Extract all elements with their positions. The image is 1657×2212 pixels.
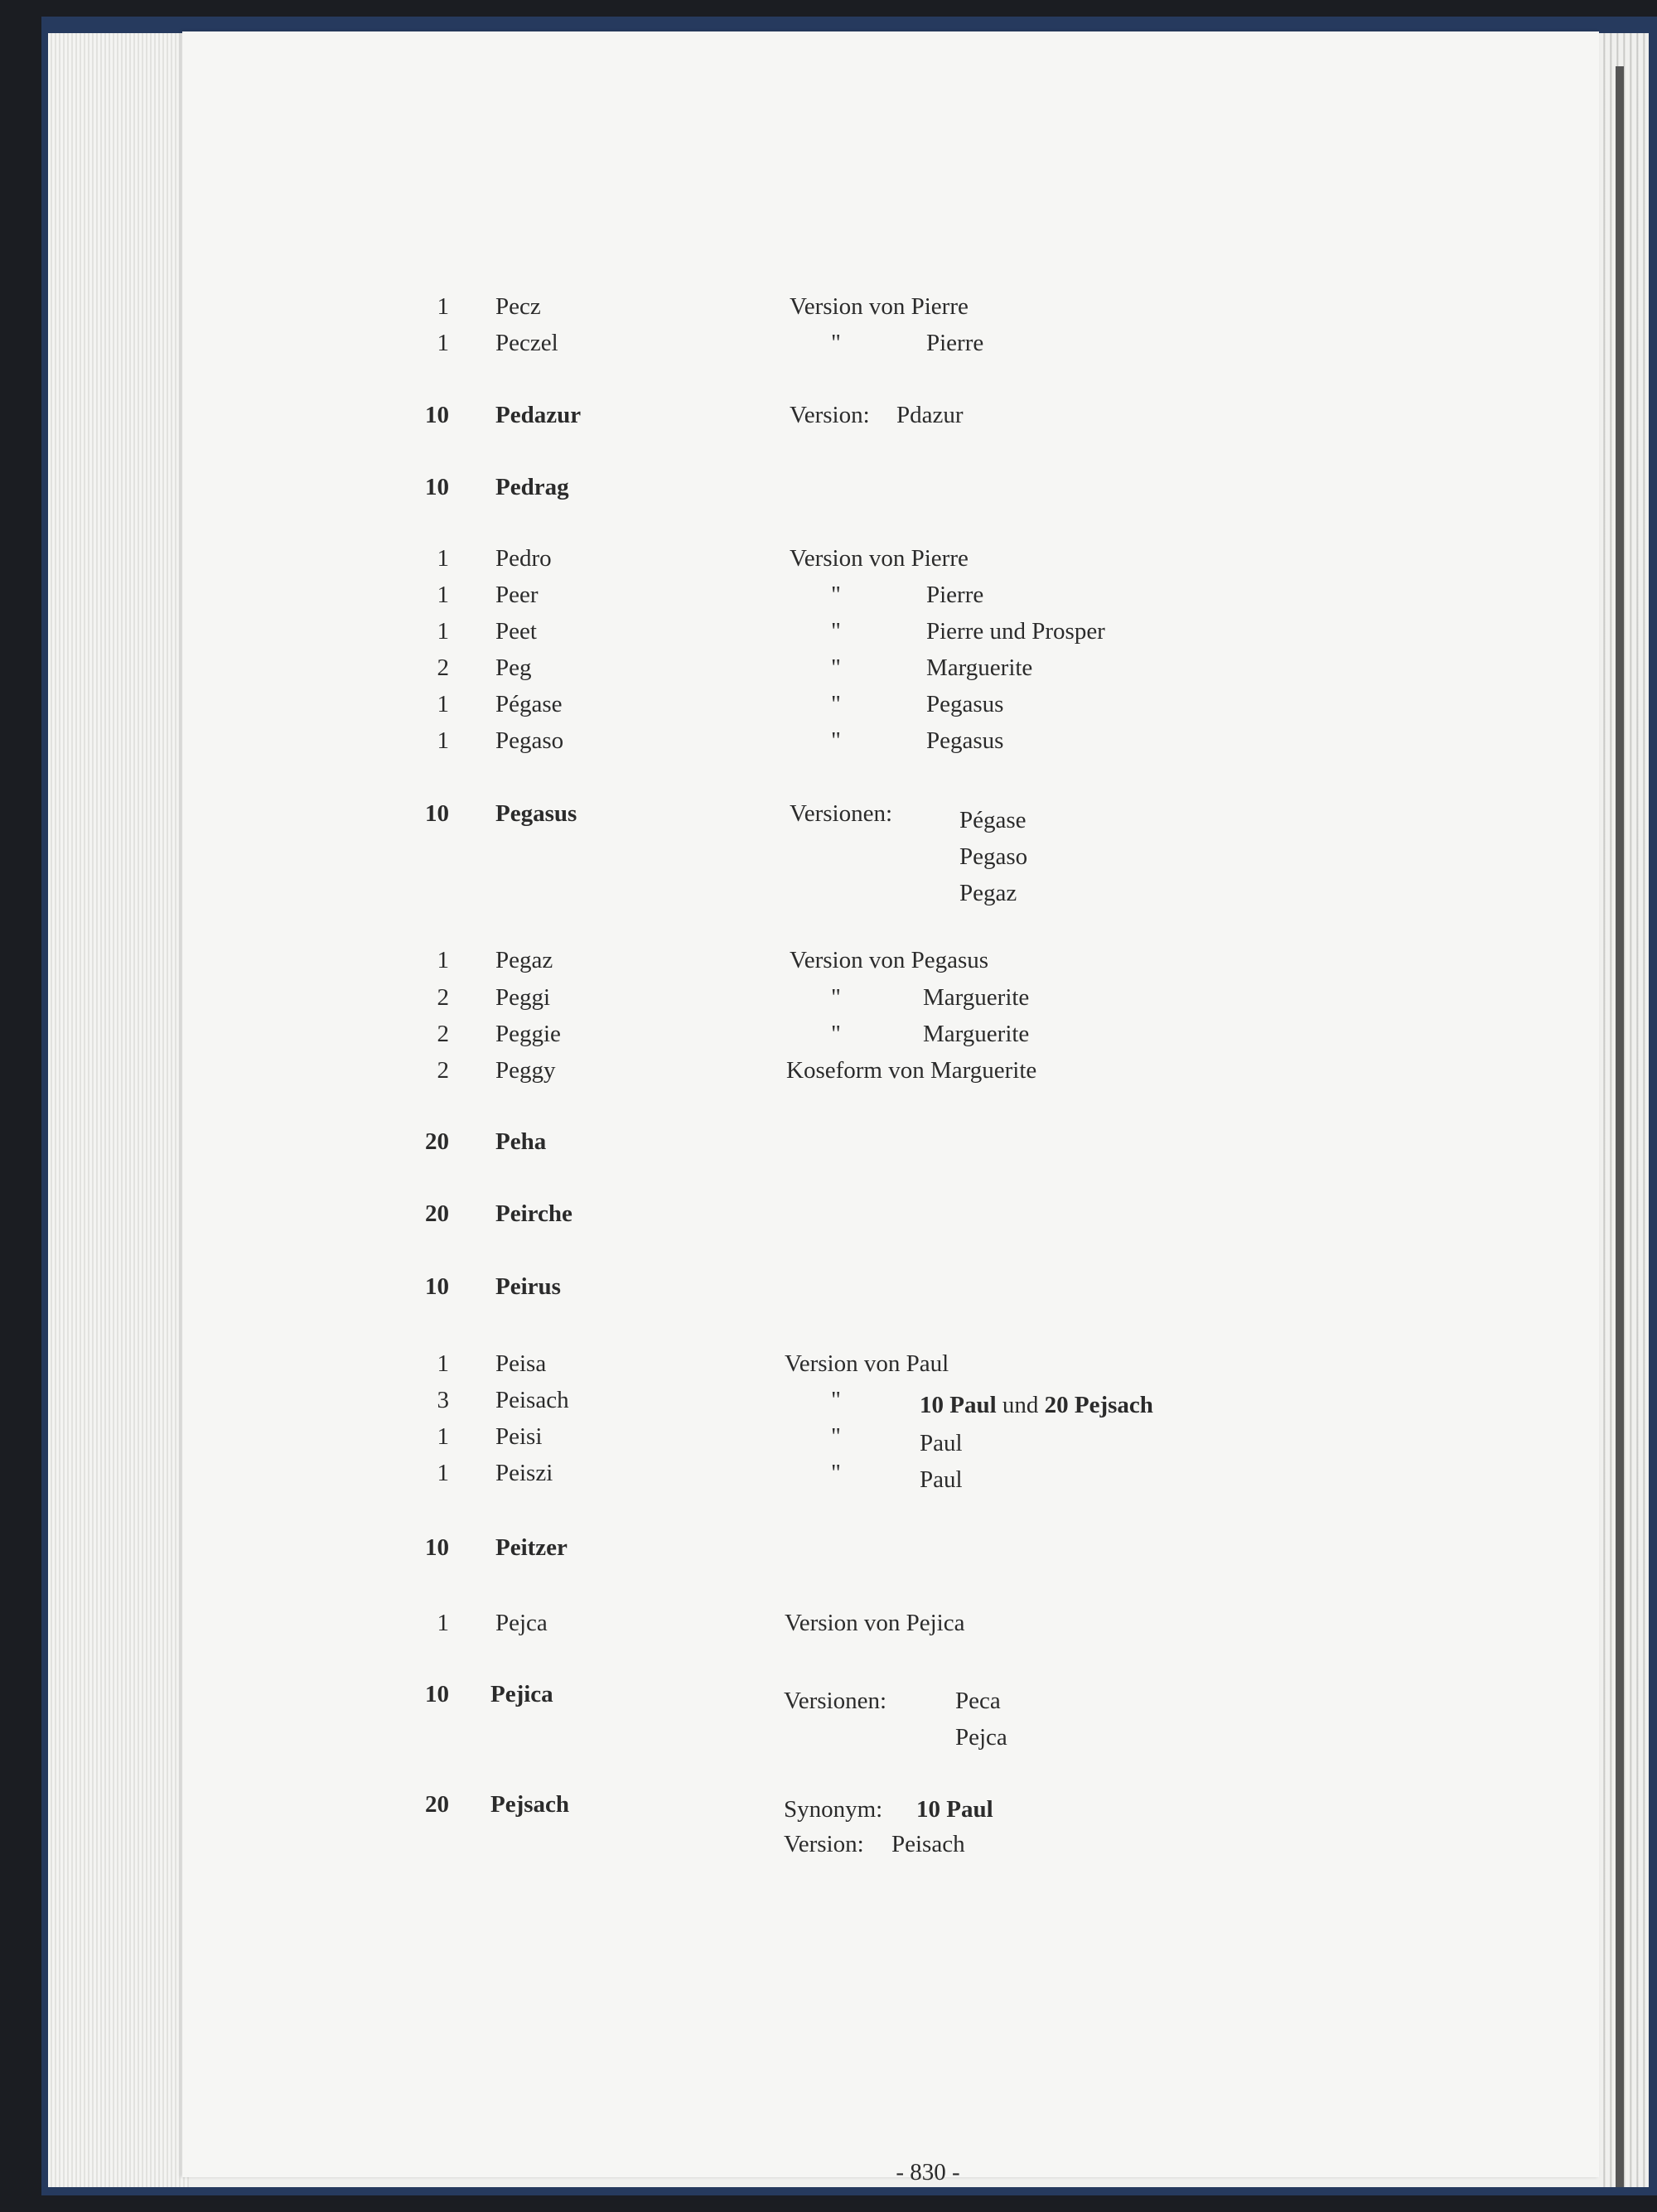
entry-row-continuation xyxy=(0,1724,1657,1760)
entry-reference: Pierre xyxy=(926,582,984,608)
entry-reference: Pegasus xyxy=(926,691,1004,717)
entry-row xyxy=(0,1021,1657,1057)
entry-row xyxy=(0,330,1657,366)
entry-row xyxy=(0,618,1657,654)
entry-name: Peer xyxy=(495,582,539,608)
entry-number: 10 xyxy=(425,474,449,500)
entry-reference: Marguerite xyxy=(923,1021,1030,1047)
entry-row xyxy=(0,984,1657,1021)
entry-row-continuation xyxy=(0,1831,1657,1867)
entry-name: Peitzer xyxy=(495,1534,568,1561)
entry-row xyxy=(0,293,1657,330)
entry-row xyxy=(0,402,1657,438)
entry-row xyxy=(0,947,1657,983)
entry-name: Peg xyxy=(495,654,532,681)
entry-number: 1 xyxy=(437,1350,449,1377)
entry-label: Version: xyxy=(790,402,870,428)
entry-row-continuation xyxy=(0,880,1657,916)
ditto-mark: " xyxy=(831,618,841,645)
entry-name: Pejica xyxy=(490,1681,553,1707)
entry-reference: Marguerite xyxy=(923,984,1030,1011)
ditto-mark: " xyxy=(831,654,841,681)
entry-name: Pegaz xyxy=(495,947,553,973)
entry-description: Version von Pegasus xyxy=(790,947,989,973)
ditto-mark: " xyxy=(831,691,841,717)
entry-number: 20 xyxy=(425,1200,449,1227)
entry-label: Version: xyxy=(784,1831,864,1857)
entry-reference: Pejca xyxy=(955,1724,1007,1751)
entry-name: Peggy xyxy=(495,1057,556,1084)
entry-number: 1 xyxy=(437,1610,449,1636)
entry-name: Peisach xyxy=(495,1387,569,1413)
page-number: - 830 - xyxy=(896,2159,960,2185)
ditto-mark: " xyxy=(831,1387,841,1413)
entry-row xyxy=(0,1350,1657,1387)
entry-row xyxy=(0,1423,1657,1460)
entry-number: 10 xyxy=(425,1534,449,1561)
entry-name: Pejca xyxy=(495,1610,548,1636)
ditto-mark: " xyxy=(831,984,841,1011)
entry-row xyxy=(0,691,1657,727)
entry-number: 1 xyxy=(437,1460,449,1486)
entry-reference: Pierre xyxy=(926,330,984,356)
entry-row xyxy=(0,800,1657,837)
entry-reference-bold: 10 Paul xyxy=(920,1392,997,1418)
entry-label: Versionen: xyxy=(784,1688,887,1714)
entry-name: Pégase xyxy=(495,691,563,717)
entry-reference: Pegasus xyxy=(926,727,1004,754)
entry-row xyxy=(0,1610,1657,1646)
ditto-mark: " xyxy=(831,330,841,356)
entry-number: 10 xyxy=(425,1273,449,1300)
entry-reference: Paul xyxy=(920,1430,963,1456)
entry-reference-connector: und xyxy=(996,1392,1045,1418)
ditto-mark: " xyxy=(831,1021,841,1047)
entry-description: Version von Pierre xyxy=(790,545,969,572)
entry-number: 20 xyxy=(425,1791,449,1818)
entry-name: Pedrag xyxy=(495,474,569,500)
entry-number: 10 xyxy=(425,402,449,428)
entry-description: Koseform von Marguerite xyxy=(786,1057,1037,1084)
entry-name: Peirche xyxy=(495,1200,572,1227)
ditto-mark: " xyxy=(831,727,841,754)
entry-number: 1 xyxy=(437,727,449,754)
entry-number: 2 xyxy=(437,984,449,1011)
entry-number: 2 xyxy=(437,1021,449,1047)
entry-row xyxy=(0,1460,1657,1496)
entry-name: Pedazur xyxy=(495,402,582,428)
entry-number: 20 xyxy=(425,1128,449,1155)
entry-number: 1 xyxy=(437,1423,449,1450)
entry-reference-bold: 20 Pejsach xyxy=(1044,1392,1153,1418)
entry-name: Pejsach xyxy=(490,1791,570,1818)
entry-description: Version von Paul xyxy=(785,1350,949,1377)
entry-reference: Pierre und Prosper xyxy=(926,618,1105,645)
entry-description: Version von Pierre xyxy=(790,293,969,320)
entry-row xyxy=(0,545,1657,582)
ditto-mark: " xyxy=(831,1460,841,1486)
entry-row xyxy=(0,1681,1657,1717)
entry-reference: Peisach xyxy=(891,1831,965,1857)
entry-label: Synonym: xyxy=(784,1796,883,1823)
entry-reference: Peca xyxy=(955,1688,1001,1714)
entry-name: Peirus xyxy=(495,1273,561,1300)
entry-reference: 10 Paul xyxy=(916,1796,993,1823)
entry-name: Pedro xyxy=(495,545,552,572)
entry-name: Peisi xyxy=(495,1423,543,1450)
entry-row xyxy=(0,582,1657,618)
entry-name: Peiszi xyxy=(495,1460,553,1486)
entry-number: 1 xyxy=(437,293,449,320)
entry-name: Peet xyxy=(495,618,537,645)
entry-row-continuation xyxy=(0,843,1657,880)
entry-reference: Pégase xyxy=(959,807,1027,833)
entry-name: Pegaso xyxy=(495,727,564,754)
entry-row xyxy=(0,727,1657,764)
entry-row xyxy=(0,1387,1657,1423)
entry-name: Pegasus xyxy=(495,800,577,827)
entry-number: 1 xyxy=(437,330,449,356)
entry-row xyxy=(0,654,1657,691)
entry-label: Versionen: xyxy=(790,800,893,827)
entry-reference: Pegaz xyxy=(959,880,1017,906)
entry-number: 2 xyxy=(437,1057,449,1084)
entry-name: Peggie xyxy=(495,1021,561,1047)
entry-description: Version von Pejica xyxy=(785,1610,965,1636)
entry-reference: Paul xyxy=(920,1466,963,1493)
entry-number: 1 xyxy=(437,691,449,717)
entry-row xyxy=(0,1273,1657,1310)
entry-number: 3 xyxy=(437,1387,449,1413)
entry-number: 1 xyxy=(437,618,449,645)
entry-reference xyxy=(920,1392,1153,1419)
entry-number: 1 xyxy=(437,582,449,608)
entry-row xyxy=(0,1534,1657,1571)
entry-reference: Pdazur xyxy=(896,402,964,428)
ditto-mark: " xyxy=(831,582,841,608)
entry-number: 1 xyxy=(437,545,449,572)
entry-row xyxy=(0,1128,1657,1165)
entry-row xyxy=(0,1791,1657,1828)
entry-reference: Marguerite xyxy=(926,654,1033,681)
entry-row xyxy=(0,1200,1657,1237)
entry-name: Peha xyxy=(495,1128,547,1155)
entry-row xyxy=(0,474,1657,510)
entry-number: 1 xyxy=(437,947,449,973)
entry-name: Peggi xyxy=(495,984,551,1011)
ditto-mark: " xyxy=(831,1423,841,1450)
entry-name: Pecz xyxy=(495,293,541,320)
entry-row xyxy=(0,1057,1657,1094)
entry-reference: Pegaso xyxy=(959,843,1028,870)
entry-number: 10 xyxy=(425,1681,449,1707)
entry-number: 10 xyxy=(425,800,449,827)
entry-name: Peczel xyxy=(495,330,558,356)
entry-number: 2 xyxy=(437,654,449,681)
entry-name: Peisa xyxy=(495,1350,547,1377)
